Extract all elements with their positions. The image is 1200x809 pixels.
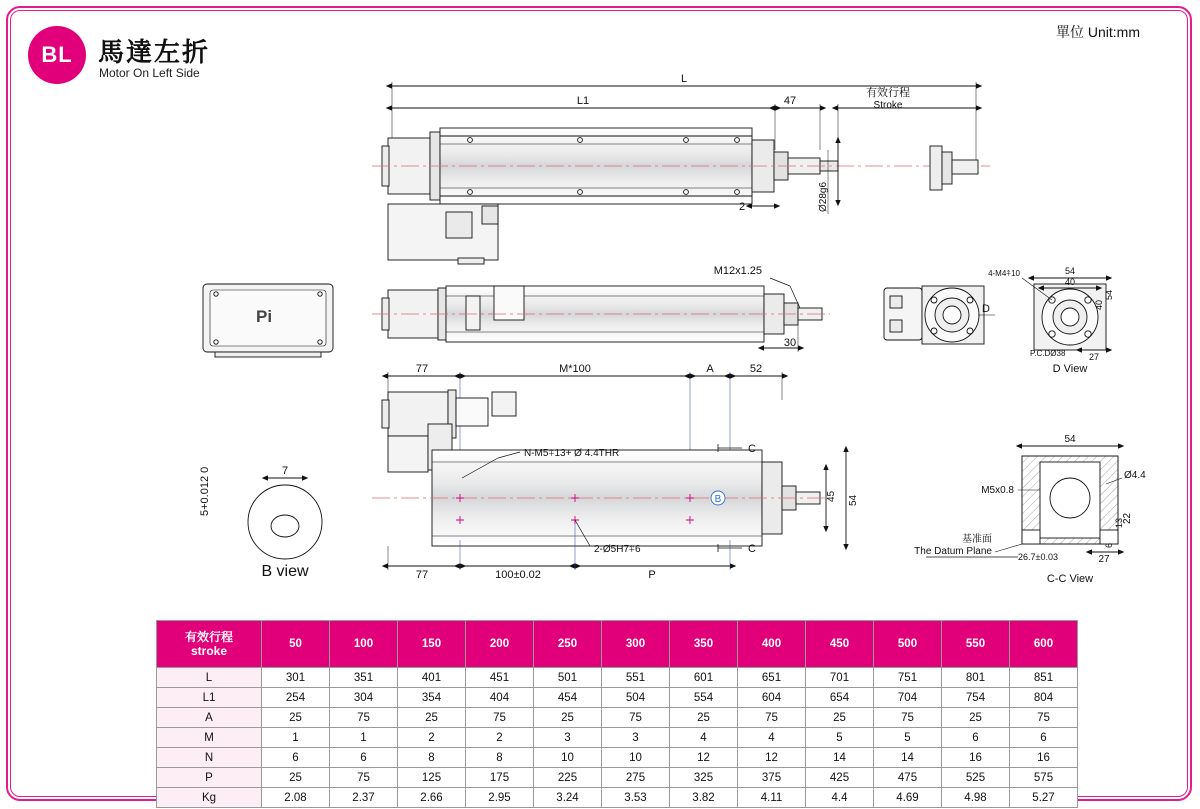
dim-A: A (706, 363, 714, 375)
table-cell: 304 (330, 688, 398, 708)
table-column-header: 400 (738, 621, 806, 668)
note-threaded-holes: N-M5⍏13+ Ø 4.4THR (524, 448, 620, 459)
table-cell: 851 (1010, 668, 1078, 688)
table-cell: 75 (874, 708, 942, 728)
table-cell: 554 (670, 688, 738, 708)
dim-100-tol: 100±0.02 (495, 569, 541, 581)
note-thread-m12: M12x1.25 (713, 265, 762, 277)
table-cell: 3 (534, 728, 602, 748)
table-cell: 301 (262, 668, 330, 688)
table-cell: 404 (466, 688, 534, 708)
table-column-header: 300 (602, 621, 670, 668)
table-cell: 3.53 (602, 788, 670, 808)
table-corner-en: stroke (190, 644, 228, 658)
ccview-dim-13: 13 (1114, 517, 1124, 528)
table-cell: 3 (602, 728, 670, 748)
dim-47: 47 (783, 95, 797, 107)
table-cell: 125 (398, 768, 466, 788)
table-cell: 804 (1010, 688, 1078, 708)
table-column-header: 450 (806, 621, 874, 668)
table-cell: 2 (466, 728, 534, 748)
dim-L1: L1 (576, 95, 590, 107)
table-cell: 4 (738, 728, 806, 748)
table-cell: 3.24 (534, 788, 602, 808)
table-cell: 25 (670, 708, 738, 728)
dim-52: 52 (749, 363, 763, 375)
table-column-header: 250 (534, 621, 602, 668)
ccview-title: C-C View (1046, 573, 1094, 585)
table-cell: 504 (602, 688, 670, 708)
table-cell: 551 (602, 668, 670, 688)
table-cell: 75 (330, 768, 398, 788)
table-row-label: P (157, 768, 262, 788)
section-C-bottom: C (748, 543, 756, 555)
specification-table (156, 620, 1078, 808)
table-header-row (157, 621, 1078, 668)
dview-dim-27: 27 (1088, 352, 1100, 362)
table-cell: 325 (670, 768, 738, 788)
table-row (157, 728, 1078, 748)
table-row (157, 688, 1078, 708)
table-cell: 25 (262, 768, 330, 788)
table-cell: 12 (738, 748, 806, 768)
table-cell: 2.37 (330, 788, 398, 808)
dim-54: 54 (848, 494, 859, 506)
table-cell: 25 (942, 708, 1010, 728)
table-cell: 75 (466, 708, 534, 728)
table-cell: 604 (738, 688, 806, 708)
table-cell: 6 (1010, 728, 1078, 748)
table-cell: 75 (1010, 708, 1078, 728)
table-cell: 225 (534, 768, 602, 788)
table-cell: 751 (874, 668, 942, 688)
table-cell: 75 (738, 708, 806, 728)
table-row (157, 668, 1078, 688)
table-cell: 4 (670, 728, 738, 748)
table-column-header: 50 (262, 621, 330, 668)
dview-dim-54-v: 54 (1104, 289, 1114, 300)
table-body (157, 668, 1078, 808)
table-cell: 14 (806, 748, 874, 768)
table-cell: 704 (874, 688, 942, 708)
dim-P: P (648, 569, 656, 581)
label-B: B (714, 494, 722, 505)
table-row (157, 748, 1078, 768)
datum-label-en: The Datum Plane (914, 546, 992, 557)
table-cell: 4.98 (942, 788, 1010, 808)
table-cell: 801 (942, 668, 1010, 688)
table-cell: 25 (806, 708, 874, 728)
table-cell: 16 (942, 748, 1010, 768)
note-pcd: P.C.DØ38 (1030, 349, 1066, 358)
table-column-header: 500 (874, 621, 942, 668)
table-cell: 2.08 (262, 788, 330, 808)
table-row-label: Kg (157, 788, 262, 808)
table-row-label: N (157, 748, 262, 768)
table-cell: 475 (874, 768, 942, 788)
table-cell: 8 (466, 748, 534, 768)
note-4-m4: 4-M4⍏10 (988, 269, 1020, 278)
table-cell: 25 (534, 708, 602, 728)
dim-M100: M*100 (559, 363, 591, 375)
table-cell: 525 (942, 768, 1010, 788)
table-cell: 2.95 (466, 788, 534, 808)
table-row-label: L (157, 668, 262, 688)
table-column-header: 550 (942, 621, 1010, 668)
table-cell: 651 (738, 668, 806, 688)
table-cell: 75 (602, 708, 670, 728)
dim-L: L (680, 73, 688, 85)
table-cell: 451 (466, 668, 534, 688)
dim-2: 2 (738, 201, 746, 213)
unit-label: 單位 Unit:mm (1056, 24, 1140, 40)
svg-text:Pi: Pi (256, 307, 273, 326)
table-cell: 575 (1010, 768, 1078, 788)
section-C-top: C (748, 443, 756, 455)
table-cell: 4.4 (806, 788, 874, 808)
table-cell: 4.11 (738, 788, 806, 808)
page-title-cn: 馬達左折 (98, 37, 211, 67)
bview-title: B view (261, 563, 309, 580)
dim-77-top: 77 (415, 363, 429, 375)
table-cell: 454 (534, 688, 602, 708)
dview-dim-54: 54 (1064, 266, 1076, 276)
datum-label-cn: 基准面 (962, 534, 992, 545)
stroke-label-cn: 有效行程 (866, 87, 910, 99)
ccview-dim-54: 54 (1064, 434, 1076, 445)
table-cell: 12 (670, 748, 738, 768)
table-cell: 654 (806, 688, 874, 708)
stroke-label-en: Stroke (873, 100, 903, 111)
dview-dim-40: 40 (1064, 277, 1076, 287)
page-title-en: Motor On Left Side (99, 66, 200, 80)
table-cell: 2.66 (398, 788, 466, 808)
table-cell: 601 (670, 668, 738, 688)
table-row-label: A (157, 708, 262, 728)
table-cell: 754 (942, 688, 1010, 708)
ccview-dim-44: Ø4.4 (1124, 470, 1146, 481)
ccview-thread: M5x0.8 (981, 485, 1014, 496)
table-column-header: 200 (466, 621, 534, 668)
table-cell: 5 (874, 728, 942, 748)
table-cell: 25 (398, 708, 466, 728)
table-column-header: 100 (330, 621, 398, 668)
table-cell: 10 (534, 748, 602, 768)
table-cell: 6 (942, 728, 1010, 748)
table-cell: 4.69 (874, 788, 942, 808)
table-cell: 501 (534, 668, 602, 688)
table-row-label: L1 (157, 688, 262, 708)
table-cell: 254 (262, 688, 330, 708)
table-row (157, 788, 1078, 808)
dim-45: 45 (826, 490, 837, 502)
table-corner-header (157, 621, 262, 668)
ccview-dim-22: 22 (1122, 512, 1133, 524)
dim-shaft-dia: Ø28g6 (818, 181, 829, 212)
table-cell: 2 (398, 728, 466, 748)
table-cell: 16 (1010, 748, 1078, 768)
table-cell: 351 (330, 668, 398, 688)
dview-dim-40-v: 40 (1094, 299, 1104, 310)
table-cell: 75 (330, 708, 398, 728)
table-cell: 401 (398, 668, 466, 688)
table-cell: 275 (602, 768, 670, 788)
table-cell: 25 (262, 708, 330, 728)
table-cell: 8 (398, 748, 466, 768)
table-cell: 425 (806, 768, 874, 788)
table-cell: 5.27 (1010, 788, 1078, 808)
table-cell: 175 (466, 768, 534, 788)
bview-dim-7: 7 (281, 465, 289, 477)
dim-77-bottom: 77 (415, 569, 429, 581)
table-cell: 3.82 (670, 788, 738, 808)
table-cell: 6 (330, 748, 398, 768)
dview-title: D View (1052, 363, 1088, 375)
table-column-header: 600 (1010, 621, 1078, 668)
ccview-dim-27: 27 (1098, 554, 1110, 565)
table-cell: 14 (874, 748, 942, 768)
table-column-header: 150 (398, 621, 466, 668)
note-dowel-holes: 2-Ø5H7⍏6 (594, 544, 641, 555)
label-D: D (982, 303, 990, 315)
table-corner-cn: 有效行程 (184, 630, 233, 644)
table-row (157, 708, 1078, 728)
table-cell: 10 (602, 748, 670, 768)
brand-logo: BL (28, 26, 86, 84)
bview-dim-5: 5+0.012 0 (199, 466, 211, 516)
table-cell: 1 (330, 728, 398, 748)
table-cell: 1 (262, 728, 330, 748)
table-cell: 6 (262, 748, 330, 768)
dim-30: 30 (783, 337, 797, 349)
table-column-header: 350 (670, 621, 738, 668)
table-cell: 354 (398, 688, 466, 708)
table-row-label: M (157, 728, 262, 748)
table-cell: 5 (806, 728, 874, 748)
table-row (157, 768, 1078, 788)
table-cell: 701 (806, 668, 874, 688)
table-cell: 375 (738, 768, 806, 788)
ccview-dim-267: 26.7±0.03 (1018, 552, 1058, 562)
ccview-dim-6: 6 (1104, 542, 1114, 548)
